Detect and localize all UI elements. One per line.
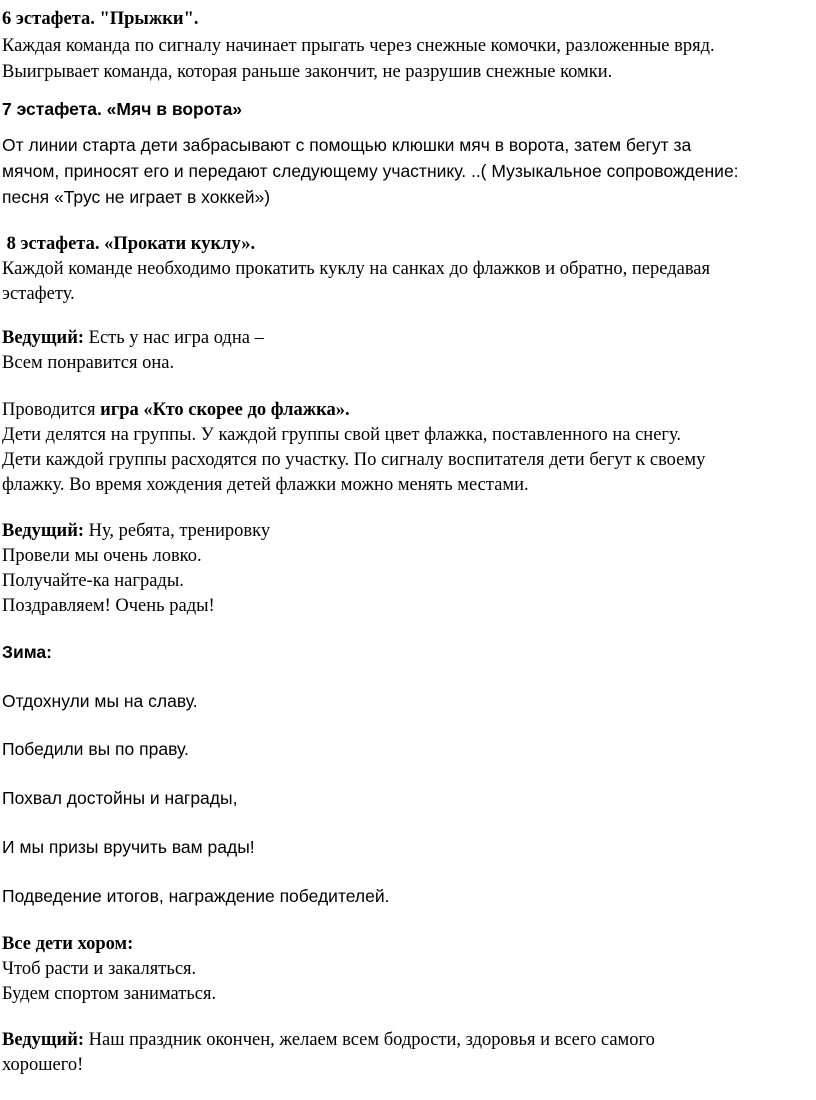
chorus-speaker: Все дети хором: — [2, 934, 134, 954]
game-line-3: флажку. Во время хождения детей флажки можно менять местами. — [2, 475, 529, 495]
winter-line-3: Похвал достойны и награды, — [2, 788, 238, 808]
winter-line-4: И мы призы вручить вам рады! — [2, 837, 255, 857]
chorus-line-2: Будем спортом заниматься. — [2, 984, 217, 1004]
relay8-line-1: Каждой команде необходимо прокатить куклу на санках до флажков и обратно, передавая — [2, 259, 711, 279]
host1-line-1: Ведущий: Есть у нас игра одна – — [2, 328, 264, 348]
relay7-line-2: мячом, приносят его и передают следующему участнику. ..( Музыкальное сопровождение: — [2, 161, 739, 181]
game-line-1: Дети делятся на группы. У каждой группы свой цвет флажка, поставленного на снегу. — [2, 425, 682, 445]
relay7-line-3: песня «Трус не играет в хоккей») — [2, 187, 271, 207]
host3-line-2: хорошего! — [2, 1055, 84, 1075]
host2-line-1: Ведущий: Ну, ребята, тренировку — [2, 521, 271, 541]
winter-speaker: Зима: — [2, 642, 52, 662]
game-name: игра «Кто скорее до флажка». — [100, 400, 350, 420]
game-heading: Проводится игра «Кто скорее до флажка». — [2, 400, 350, 420]
relay8-line-2: эстафету. — [2, 284, 75, 304]
relay7-line-1: От линии старта дети забрасывают с помощью клюшки мяч в ворота, затем бегут за — [2, 135, 692, 155]
host2-line-3: Получайте-ка награды. — [2, 571, 184, 591]
relay6-title: 6 эстафета. "Прыжки". — [2, 9, 199, 29]
game-line-2: Дети каждой группы расходятся по участку. По сигналу воспитателя дети бегут к своему — [2, 450, 706, 470]
relay6-line-1: Каждая команда по сигналу начинает прыгать через снежные комочки, разложенные вряд. — [2, 36, 715, 56]
host3-line-1: Ведущий: Наш праздник окончен, желаем всем бодрости, здоровья и всего самого — [2, 1030, 655, 1050]
winter-line-5: Подведение итогов, награждение победителей. — [2, 886, 390, 906]
chorus-line-1: Чтоб расти и закаляться. — [2, 959, 197, 979]
relay8-title: 8 эстафета. «Прокати куклу». — [2, 234, 256, 254]
host1-line-2: Всем понравится она. — [2, 353, 175, 373]
winter-line-1: Отдохнули мы на славу. — [2, 691, 198, 711]
host2-speaker: Ведущий: — [2, 521, 85, 541]
host1-speaker: Ведущий: — [2, 328, 85, 348]
relay7-title: 7 эстафета. «Мяч в ворота» — [2, 99, 243, 119]
relay6-line-2: Выигрывает команда, которая раньше закончит, не разрушив снежные комки. — [2, 62, 613, 82]
host2-line-4: Поздравляем! Очень рады! — [2, 596, 215, 616]
host3-speaker: Ведущий: — [2, 1030, 85, 1050]
winter-line-2: Победили вы по праву. — [2, 739, 189, 759]
host2-line-2: Провели мы очень ловко. — [2, 546, 202, 566]
